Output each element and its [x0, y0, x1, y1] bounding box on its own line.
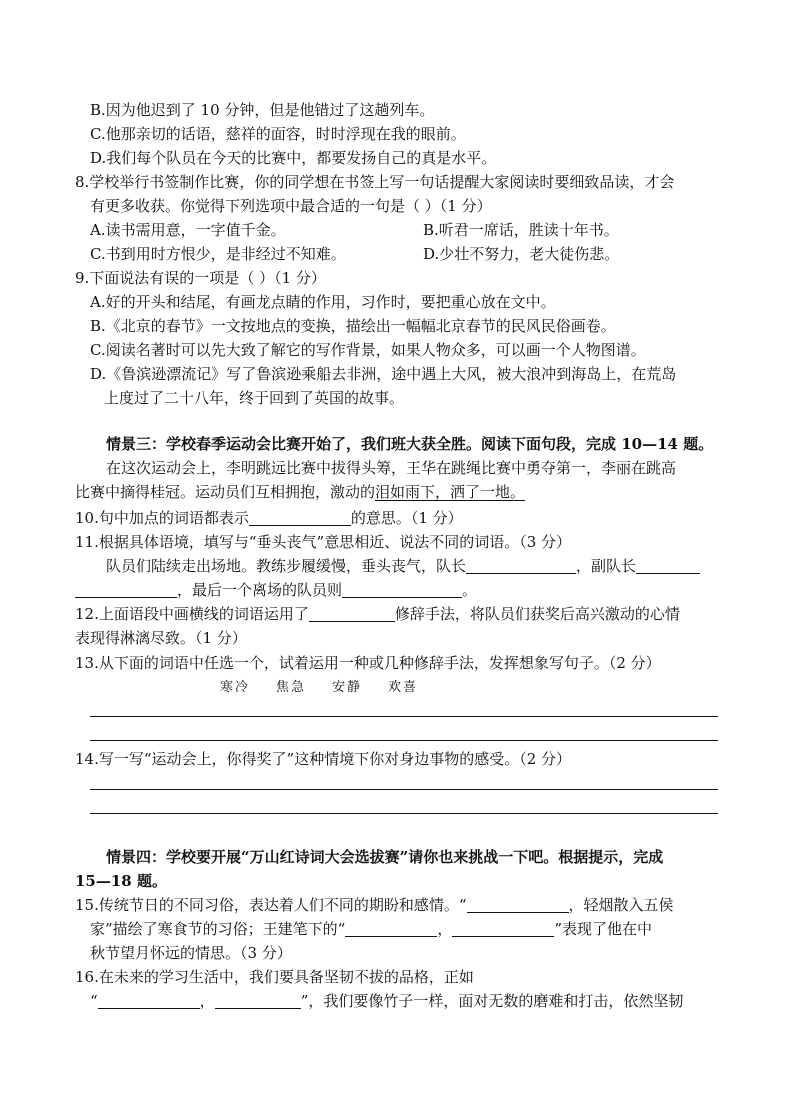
q15-line2	[90, 917, 652, 941]
q9-option-a: A.好的开头和结尾，有画龙点睛的作用，习作时，要把重心放在文中。	[90, 293, 556, 311]
q12-line1	[75, 602, 680, 626]
q9-option-c: C.阅读名著时可以先大致了解它的写作背景，如果人物众多，可以画一个人物图谱。	[90, 341, 646, 359]
q14-stem: 14.写一写“运动会上，你得奖了”这种情境下你对身边事物的感受。（2 分）	[75, 750, 572, 768]
word-option: 寒冷	[220, 680, 251, 695]
q11-blank-captain[interactable]	[466, 557, 576, 574]
scene3-passage-line1: 在这次运动会上，李明跳远比赛中拔得头筹，王华在跳绳比赛中勇夺第一，李丽在跳高	[106, 459, 677, 477]
word-option: 欢喜	[388, 680, 419, 695]
q11-line2	[75, 578, 477, 602]
q13-stem: 13.从下面的词语中任选一个，试着运用一种或几种修辞手法，发挥想象写句子。（2 分）	[75, 654, 661, 672]
q10	[75, 506, 463, 530]
q7-option-b: B.因为他迟到了 10 分钟，但是他错过了这趟列车。	[90, 101, 435, 119]
q10-text-before: 10.句中加点的词语都表示	[75, 509, 249, 527]
q11-stem: 11.根据具体语境，填写与“垂头丧气”意思相近、说法不同的词语。（3 分）	[75, 533, 572, 551]
q15-text: 15.传统节日的不同习俗，表达着人们不同的期盼和感情。“	[75, 896, 467, 914]
q9-stem: 9.下面说法有误的一项是（ ）（1 分）	[75, 269, 326, 287]
q16-blank-2[interactable]	[215, 992, 301, 1009]
q13-answer-line-2[interactable]	[90, 740, 718, 741]
q9-option-d-line1: D.《鲁滨逊漂流记》写了鲁滨逊乘船去非洲，途中遇上大风，被大浪冲到海岛上，在荒岛	[90, 365, 677, 383]
q16-text: “	[90, 992, 98, 1010]
q16-text: ，	[199, 992, 215, 1010]
q14-answer-line-2[interactable]	[90, 813, 718, 814]
q13-answer-line-1[interactable]	[90, 716, 718, 717]
q11-blank-last-player[interactable]	[342, 581, 462, 598]
q12-text: 修辞手法，将队员们获奖后高兴激动的心情	[394, 605, 680, 623]
q12-line2: 表现得淋漓尽致。（1 分）	[75, 629, 247, 647]
q15-line3: 秋节望月怀远的情思。（3 分）	[90, 944, 292, 962]
q11-line1	[106, 554, 700, 578]
q15-text: ，	[437, 920, 453, 938]
q16-line1: 16.在未来的学习生活中，我们要具备坚韧不拔的品格，正如	[75, 968, 474, 986]
q11-text: 队员们陆续走出场地。教练步履缓慢，垂头丧气，队长	[106, 557, 467, 575]
q8-stem-line2: 有更多收获。你觉得下列选项中最合适的一句是（ ）（1 分）	[90, 197, 492, 215]
q16-line2	[90, 989, 683, 1013]
q8-option-a: A.读书需用意，一字值千金。	[90, 221, 286, 239]
q15-text: ”表现了他在中	[554, 920, 653, 938]
q8-option-c: C.书到用时方恨少，是非经过不知难。	[90, 245, 346, 263]
q14-answer-line-1[interactable]	[90, 789, 718, 790]
q12-text: 12.上面语段中画横线的词语运用了	[75, 605, 309, 623]
q15-text: ，轻烟散入五侯	[568, 896, 674, 914]
q8-option-d: D.少壮不努力，老大徒伤悲。	[423, 245, 620, 263]
q7-option-c: C.他那亲切的话语，慈祥的面容，时时浮现在我的眼前。	[90, 125, 466, 143]
word-option: 焦急	[276, 680, 307, 695]
q15-text: 家”描绘了寒食节的习俗；王建笔下的“	[90, 920, 346, 938]
q8-stem-line1: 8.学校举行书签制作比赛，你的同学想在书签上写一句话提醒大家阅读时要细致品读，才会	[75, 173, 675, 191]
scene4-title-line2: 15—18 题。	[75, 872, 167, 890]
q7-option-d: D.我们每个队员在今天的比赛中，都要发扬自己的真是水平。	[90, 149, 497, 167]
scene4-title-line1: 情景四：学校要开展“万山红诗词大会选拔赛”请你也来挑战一下吧。根据提示，完成	[106, 848, 664, 866]
q15-blank-3[interactable]	[452, 920, 554, 937]
q11-blank-vice-captain-cont[interactable]	[75, 581, 177, 598]
q16-text: ”，我们要像竹子一样，面对无数的磨难和打击，依然坚韧	[300, 992, 684, 1010]
scene3-title: 情景三：学校春季运动会比赛开始了，我们班大获全胜。阅读下面句段，完成 10—14 题。	[106, 435, 714, 453]
q15-line1	[75, 893, 674, 917]
scene3-passage-line2	[75, 480, 525, 504]
q16-blank-1[interactable]	[98, 992, 200, 1009]
q9-option-d-line2: 上度过了二十八年，终于回到了英国的故事。	[104, 389, 405, 407]
q8-option-b: B.听君一席话，胜读十年书。	[423, 221, 619, 239]
q10-text-after: 的意思。（1 分）	[350, 509, 463, 527]
q11-blank-vice-captain[interactable]	[636, 557, 700, 574]
q13-word-list	[220, 676, 444, 700]
q10-answer-blank[interactable]	[249, 509, 351, 526]
q11-text: ，最后一个离场的队员则	[177, 581, 343, 599]
q11-text: ，副队长	[576, 557, 637, 575]
q11-text: 。	[462, 581, 478, 599]
q15-blank-1[interactable]	[467, 896, 569, 913]
q9-option-b: B.《北京的春节》一文按地点的变换，描绘出一幅幅北京春节的民风民俗画卷。	[90, 317, 616, 335]
word-option: 安静	[332, 680, 363, 695]
q12-answer-blank[interactable]	[309, 605, 395, 622]
underlined-phrase: 泪如雨下，洒了一地。	[375, 483, 526, 501]
q15-blank-2[interactable]	[345, 920, 437, 937]
passage-text: 比赛中摘得桂冠。运动员们互相拥抱，激动的	[75, 483, 376, 501]
